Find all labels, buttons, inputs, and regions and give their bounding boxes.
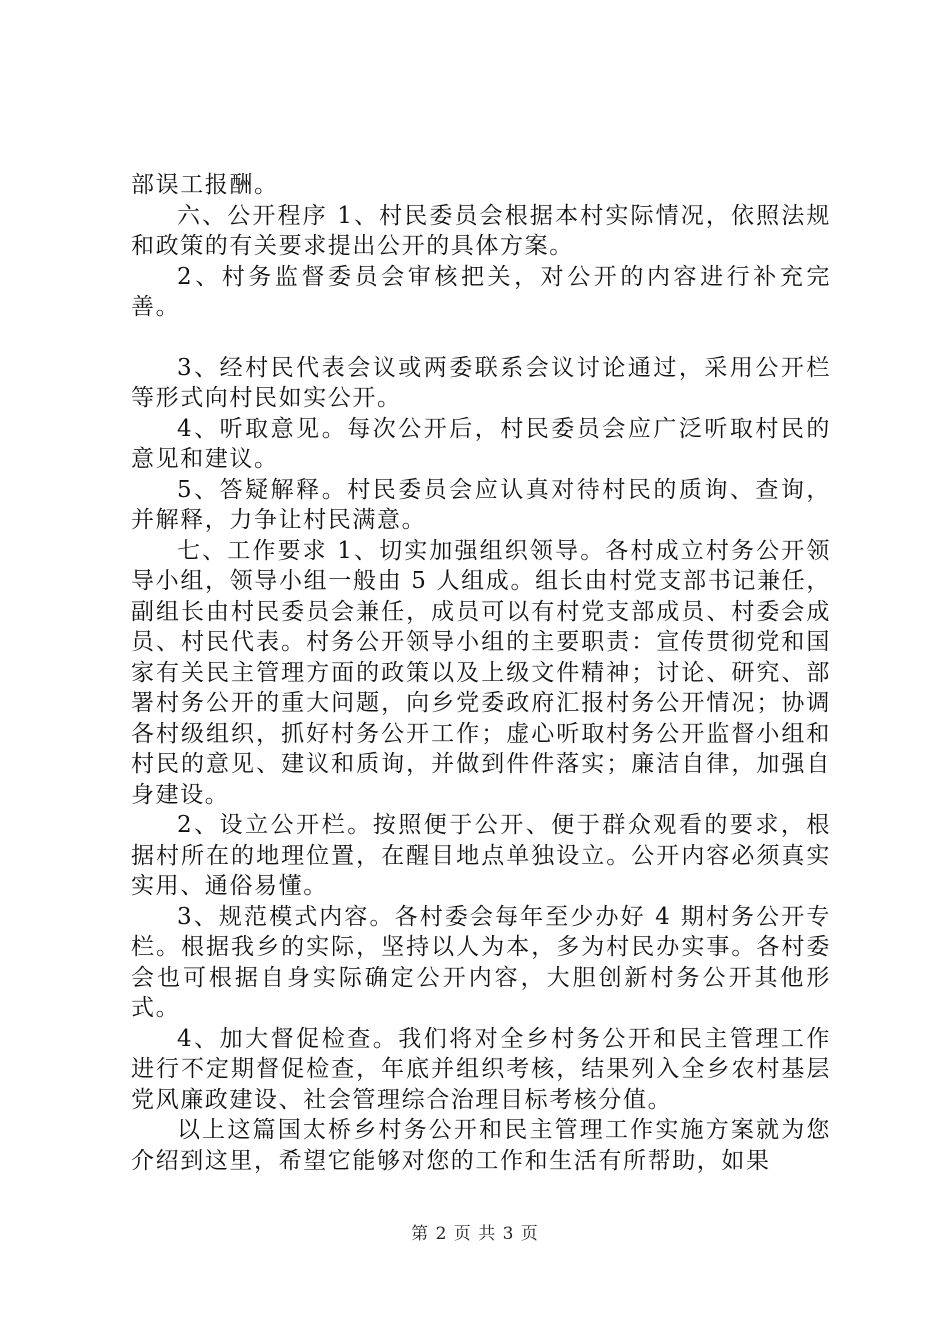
- blank-line: [131, 323, 831, 353]
- paragraph: 六、公开程序 1、村民委员会根据本村实际情况，依照法规和政策的有关要求提出公开的具体方案。: [131, 202, 831, 259]
- paragraph: 4、加大督促检查。我们将对全乡村务公开和民主管理工作进行不定期督促检查，年底并组织考核，结果列入全乡农村基层党风廉政建设、社会管理综合治理目标考核分值。: [131, 1025, 831, 1113]
- paragraph: 3、经村民代表会议或两委联系会议讨论通过，采用公开栏等形式向村民如实公开。: [131, 354, 831, 411]
- document-body: [131, 170, 831, 1176]
- paragraph: 2、设立公开栏。按照便于公开、便于群众观看的要求，根据村所在的地理位置，在醒目地点单独设立。公开内容必须真实实用、通俗易懂。: [131, 812, 831, 899]
- paragraph: 七、工作要求 1、切实加强组织领导。各村成立村务公开领导小组，领导小组一般由 5 人组成。组长由村党支部书记兼任，副组长由村民委员会兼任，成员可以有村党支部成员、村委会成员、村民代表。村务公开领导小组的主要职责：宣传贯彻党和国家有关民主管理方面的政策以及上级文件精神；讨论、研究、部署村务公开的重大问题，向乡党委政府汇报村务公开情况；协调各村级组织，抓好村务公开工作；虚心听取村务公开监督小组和村民的意见、建议和质询，并做到件件落实；廉洁自律，加强自身建设。: [131, 537, 831, 808]
- paragraph: 4、听取意见。每次公开后，村民委员会应广泛听取村民的意见和建议。: [131, 415, 831, 472]
- paragraph: 2、村务监督委员会审核把关，对公开的内容进行补充完善。: [131, 263, 831, 320]
- paragraph: 以上这篇国太桥乡村务公开和民主管理工作实施方案就为您介绍到这里，希望它能够对您的工作和生活有所帮助，如果: [131, 1117, 831, 1174]
- paragraph: 3、规范模式内容。各村委会每年至少办好 4 期村务公开专栏。根据我乡的实际，坚持以人为本，多为村民办实事。各村委会也可根据自身实际确定公开内容，大胆创新村务公开其他形式。: [131, 903, 831, 1021]
- paragraph: 5、答疑解释。村民委员会应认真对待村民的质询、查询，并解释，力争让村民满意。: [131, 476, 831, 533]
- paragraph: 部误工报酬。: [131, 172, 279, 198]
- page-number-footer: 第 2 页 共 3 页: [411, 1224, 539, 1244]
